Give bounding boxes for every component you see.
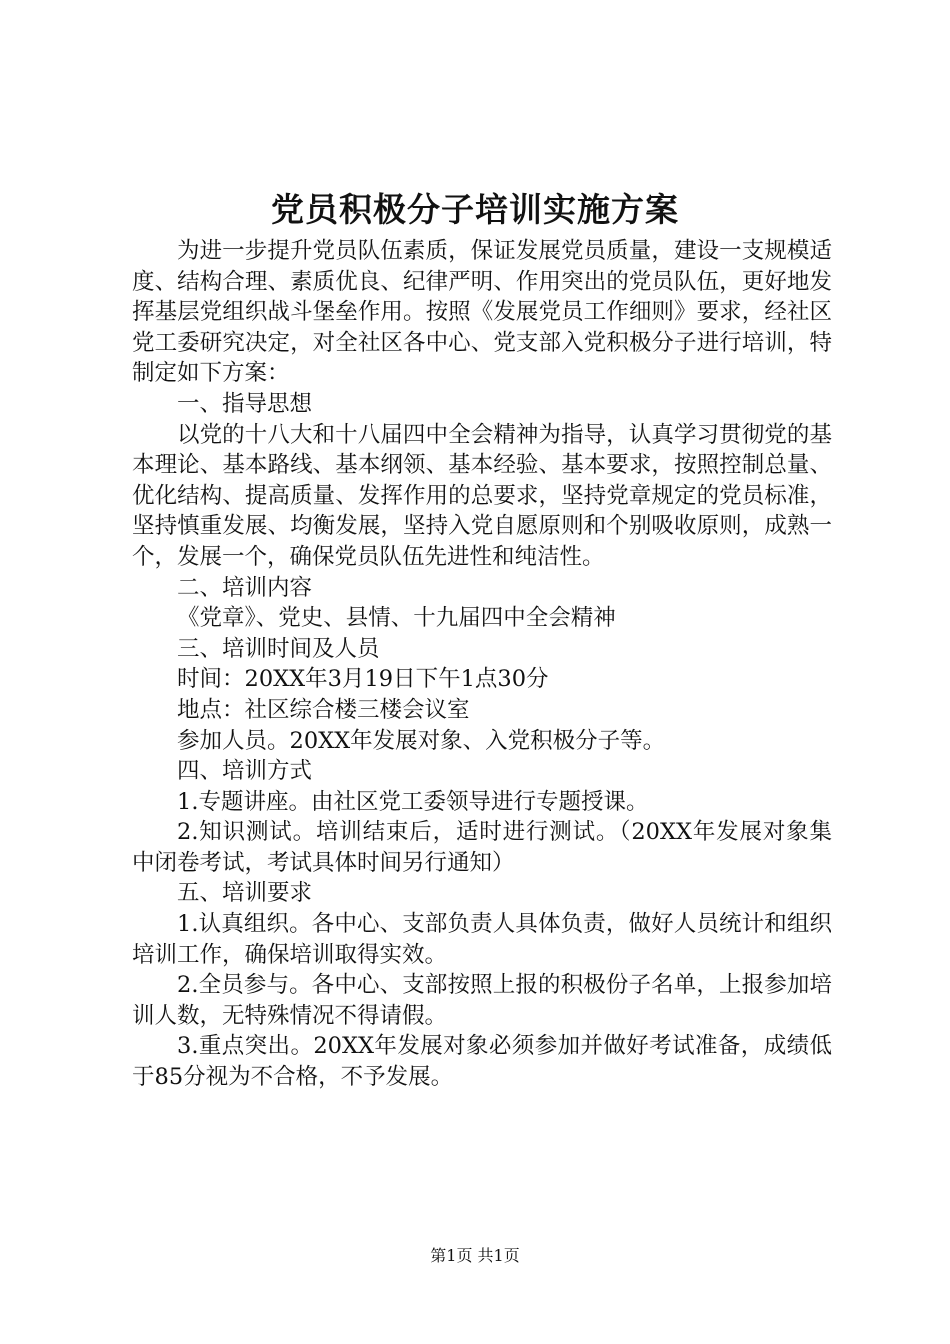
section-heading-guiding-thought: 一、指导思想 [177, 390, 313, 417]
training-participants-line: 参加人员。20XX年发展对象、入党积极分子等。 [177, 727, 666, 754]
training-time-line: 时间：20XX年3月19日下午1点30分 [177, 666, 549, 693]
page-footer: 第1页 共1页 [430, 1246, 520, 1265]
section-heading-training-requirements: 五、培训要求 [177, 880, 313, 907]
document-title: 党员积极分子培训实施方案 [271, 190, 679, 229]
training-requirement-item-3: 3.重点突出。20XX年发展对象必须参加并做好考试准备，成绩低于85分视为不合格，不予发展。 [132, 1033, 832, 1091]
section-heading-time-and-personnel: 三、培训时间及人员 [177, 635, 380, 662]
training-requirement-item-2: 2.全员参与。各中心、支部按照上报的积极份子名单，上报参加培训人数，无特殊情况不得请假。 [132, 972, 832, 1029]
training-content-paragraph: 《党章》、党史、县情、十九届四中全会精神 [177, 605, 616, 632]
section-heading-training-method: 四、培训方式 [177, 758, 313, 785]
training-requirement-item-1: 1.认真组织。各中心、支部负责人具体负责，做好人员统计和组织培训工作，确保培训取得实效。 [132, 911, 832, 968]
training-location-line: 地点：社区综合楼三楼会议室 [177, 696, 470, 723]
intro-paragraph: 为进一步提升党员队伍素质，保证发展党员质量，建设一支规模适度、结构合理、素质优良、纪律严明、作用突出的党员队伍，更好地发挥基层党组织战斗堡垒作用。按照《发展党员工作细则》要求，经社区党工委研究决定，对全社区各中心、党支部入党积极分子进行培训，特制定如下方案： [132, 238, 832, 387]
training-method-item-1: 1.专题讲座。由社区党工委领导进行专题授课。 [177, 788, 649, 815]
section-heading-training-content: 二、培训内容 [177, 574, 313, 601]
training-method-item-2: 2.知识测试。培训结束后，适时进行测试。（20XX年发展对象集中闭卷考试，考试具体时间另行通知） [132, 819, 832, 876]
guiding-thought-paragraph: 以党的十八大和十八届四中全会精神为指导，认真学习贯彻党的基本理论、基本路线、基本纲领、基本经验、基本要求，按照控制总量、优化结构、提高质量、发挥作用的总要求，坚持党章规定的党员标准，坚持慎重发展、均衡发展，坚持入党自愿原则和个别吸收原则，成熟一个，发展一个，确保党员队伍先进性和纯洁性。 [132, 421, 832, 570]
document-body [132, 236, 832, 1093]
